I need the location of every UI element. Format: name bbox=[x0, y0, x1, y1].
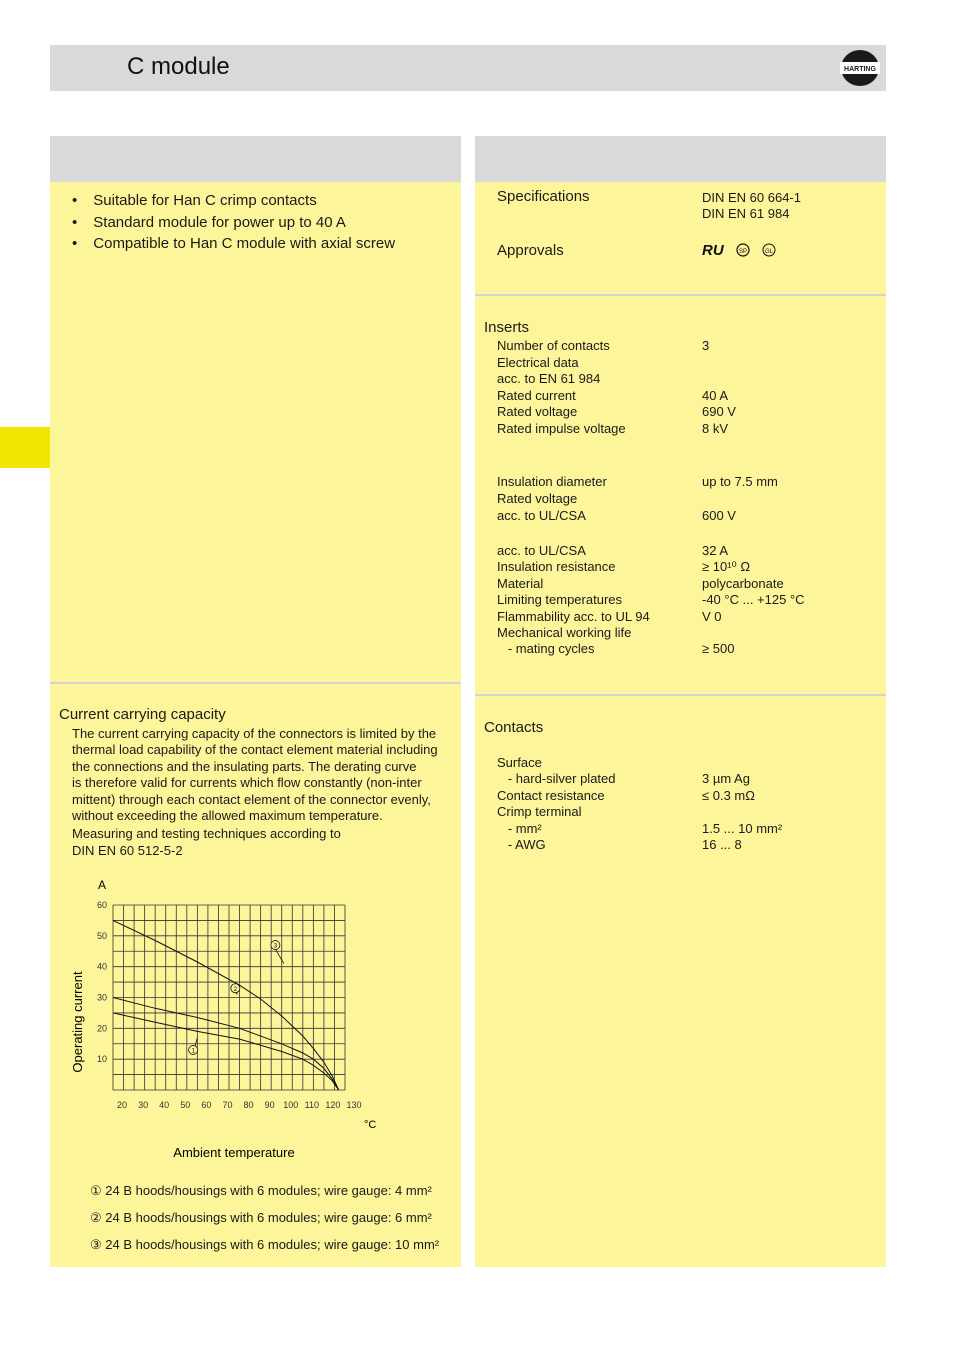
x-tick-label: 60 bbox=[201, 1100, 212, 1110]
contacts-panel bbox=[475, 696, 886, 1267]
spec-label: Insulation diameter bbox=[497, 474, 607, 489]
spec-label: Flammability acc. to UL 94 bbox=[497, 608, 650, 624]
spec-value: 40 A bbox=[702, 387, 729, 403]
x-tick-label: 90 bbox=[264, 1100, 275, 1110]
x-tick-label: 30 bbox=[138, 1100, 149, 1110]
x-axis-label: Ambient temperature bbox=[173, 1145, 295, 1159]
x-tick-labels bbox=[117, 1100, 362, 1110]
bullet: • bbox=[72, 192, 78, 209]
inserts-title: Inserts bbox=[484, 319, 530, 336]
x-tick-label: 50 bbox=[180, 1100, 191, 1110]
spec-value: 600 V bbox=[702, 508, 736, 524]
gl-mark-icon bbox=[763, 244, 775, 256]
specifications-label: Specifications bbox=[497, 188, 590, 205]
x-tick-label: 100 bbox=[283, 1100, 299, 1110]
spec-value: up to 7.5 mm bbox=[702, 474, 778, 489]
ccc-paragraph: The current carrying capacity of the connectors is limited by the thermal load capability of the contact element material including the connections and the insulating parts. The derating curve is therefore valid for currents which flow constantly (non-inter mittent) through each contact element of the connector evenly, without exceeding the allowed maximum temperature. Measuring and testing techniques according to DIN EN 60 512-5-2 bbox=[72, 726, 438, 858]
spec-label: Material bbox=[497, 575, 544, 591]
specifications-values: DIN EN 60 664-1 DIN EN 61 984 bbox=[702, 190, 801, 221]
y-unit-label: A bbox=[97, 878, 107, 892]
spec-value: 16 ... 8 bbox=[702, 836, 742, 852]
derating-chart bbox=[50, 869, 461, 1159]
y-axis-label: Operating current bbox=[70, 971, 85, 1073]
csa-mark-icon bbox=[737, 244, 749, 256]
x-tick-label: 110 bbox=[304, 1100, 319, 1110]
y-tick-label: 10 bbox=[96, 1054, 107, 1065]
svg-text:RU: RU bbox=[702, 242, 724, 259]
x-unit-label: °C bbox=[364, 1119, 377, 1131]
x-tick-label: 120 bbox=[325, 1100, 341, 1110]
spec-value: -40 °C ... +125 °C bbox=[702, 592, 805, 608]
spec-value: 690 V bbox=[702, 404, 736, 420]
spec-label: Surface bbox=[497, 755, 542, 770]
harting-logo bbox=[840, 48, 880, 88]
section-tab-marker bbox=[0, 427, 50, 468]
logo-text: HARTING bbox=[844, 66, 876, 73]
feature-list bbox=[72, 190, 395, 255]
y-tick-label: 60 bbox=[96, 900, 107, 910]
spec-label: Rated voltage bbox=[497, 404, 578, 420]
x-tick-label: 70 bbox=[222, 1100, 233, 1110]
left-panel-header bbox=[50, 136, 461, 182]
bullet: • bbox=[72, 213, 78, 231]
x-tick-label: 40 bbox=[159, 1100, 170, 1110]
feature-item: • Standard module for power up to 40 A bbox=[72, 213, 346, 231]
x-tick-label: 20 bbox=[116, 1100, 128, 1110]
feature-item: • Compatible to Han C module with axial screw bbox=[72, 235, 396, 252]
chart-series bbox=[113, 920, 339, 1090]
legend-item-2: ② 24 B hoods/housings with 6 modules; wire gauge: 6 mm² bbox=[90, 1210, 432, 1225]
series-line bbox=[113, 920, 339, 1090]
legend-item-3: ③ 24 B hoods/housings with 6 modules; wire gauge: 10 mm² bbox=[90, 1237, 440, 1252]
spec-label: Rated impulse voltage bbox=[497, 420, 626, 436]
spec-label: Rated current bbox=[497, 387, 576, 403]
spec-label: Number of contacts bbox=[497, 338, 610, 353]
features-panel bbox=[50, 182, 461, 682]
spec-label: - hard-silver plated bbox=[497, 771, 616, 787]
spec-label: acc. to UL/CSA bbox=[497, 508, 586, 524]
ul-mark-icon bbox=[702, 242, 725, 259]
spec-label: Contact resistance bbox=[497, 787, 605, 803]
y-tick-label: 50 bbox=[96, 930, 107, 941]
svg-text:SP: SP bbox=[738, 249, 748, 255]
y-tick-label: 20 bbox=[96, 1023, 107, 1034]
series-marker-label: 1 bbox=[191, 1047, 195, 1055]
spec-label: Limiting temperatures bbox=[497, 592, 622, 608]
spec-label: acc. to UL/CSA bbox=[497, 543, 586, 558]
spec-value: ≥ 500 bbox=[702, 641, 735, 657]
series-marker-label: 2 bbox=[233, 985, 238, 993]
spec-label: Mechanical working life bbox=[497, 624, 632, 640]
approvals-label: Approvals bbox=[497, 242, 564, 259]
inserts-panel bbox=[475, 296, 886, 694]
spec-value: V 0 bbox=[702, 608, 722, 624]
specs-panel bbox=[475, 182, 886, 294]
x-tick-label: 130 bbox=[346, 1100, 362, 1110]
y-tick-labels bbox=[97, 900, 107, 1064]
spec-label: - mm² bbox=[497, 820, 542, 836]
svg-text:GL: GL bbox=[764, 249, 774, 255]
spec-label: Insulation resistance bbox=[497, 559, 616, 575]
spec-value: 3 µm Ag bbox=[702, 771, 750, 787]
contacts-title: Contacts bbox=[484, 719, 544, 736]
spec-label: Electrical data bbox=[497, 354, 579, 370]
approval-marks bbox=[702, 240, 782, 260]
feature-item: • Suitable for Han C crimp contacts bbox=[72, 192, 317, 209]
spec-value: 32 A bbox=[702, 543, 729, 558]
x-tick-label: 80 bbox=[243, 1100, 254, 1110]
spec-value: 8 kV bbox=[702, 420, 729, 436]
page-title: C module bbox=[127, 53, 230, 80]
ccc-panel bbox=[50, 684, 461, 1267]
spec-label: Rated voltage bbox=[497, 491, 578, 507]
spec-value: polycarbonate bbox=[702, 575, 784, 591]
bullet: • bbox=[72, 235, 78, 252]
spec-label: acc. to EN 61 984 bbox=[497, 371, 601, 387]
y-tick-label: 40 bbox=[96, 961, 107, 972]
y-tick-label: 30 bbox=[96, 992, 107, 1003]
page-header bbox=[50, 45, 886, 91]
spec-label: - mating cycles bbox=[497, 641, 595, 657]
ccc-title: Current carrying capacity bbox=[59, 706, 226, 723]
spec-value: 1.5 ... 10 mm² bbox=[702, 820, 783, 836]
spec-label: Crimp terminal bbox=[497, 804, 582, 820]
spec-value: ≤ 0.3 mΩ bbox=[702, 787, 755, 803]
legend-item-1: ① 24 B hoods/housings with 6 modules; wire gauge: 4 mm² bbox=[90, 1183, 432, 1198]
spec-label: - AWG bbox=[497, 836, 546, 852]
right-panel-header bbox=[475, 136, 886, 182]
spec-value: ≥ 10¹⁰ Ω bbox=[702, 559, 751, 575]
series-marker-label: 3 bbox=[273, 942, 278, 950]
chart-grid bbox=[113, 905, 345, 1090]
spec-value: 3 bbox=[702, 338, 710, 353]
